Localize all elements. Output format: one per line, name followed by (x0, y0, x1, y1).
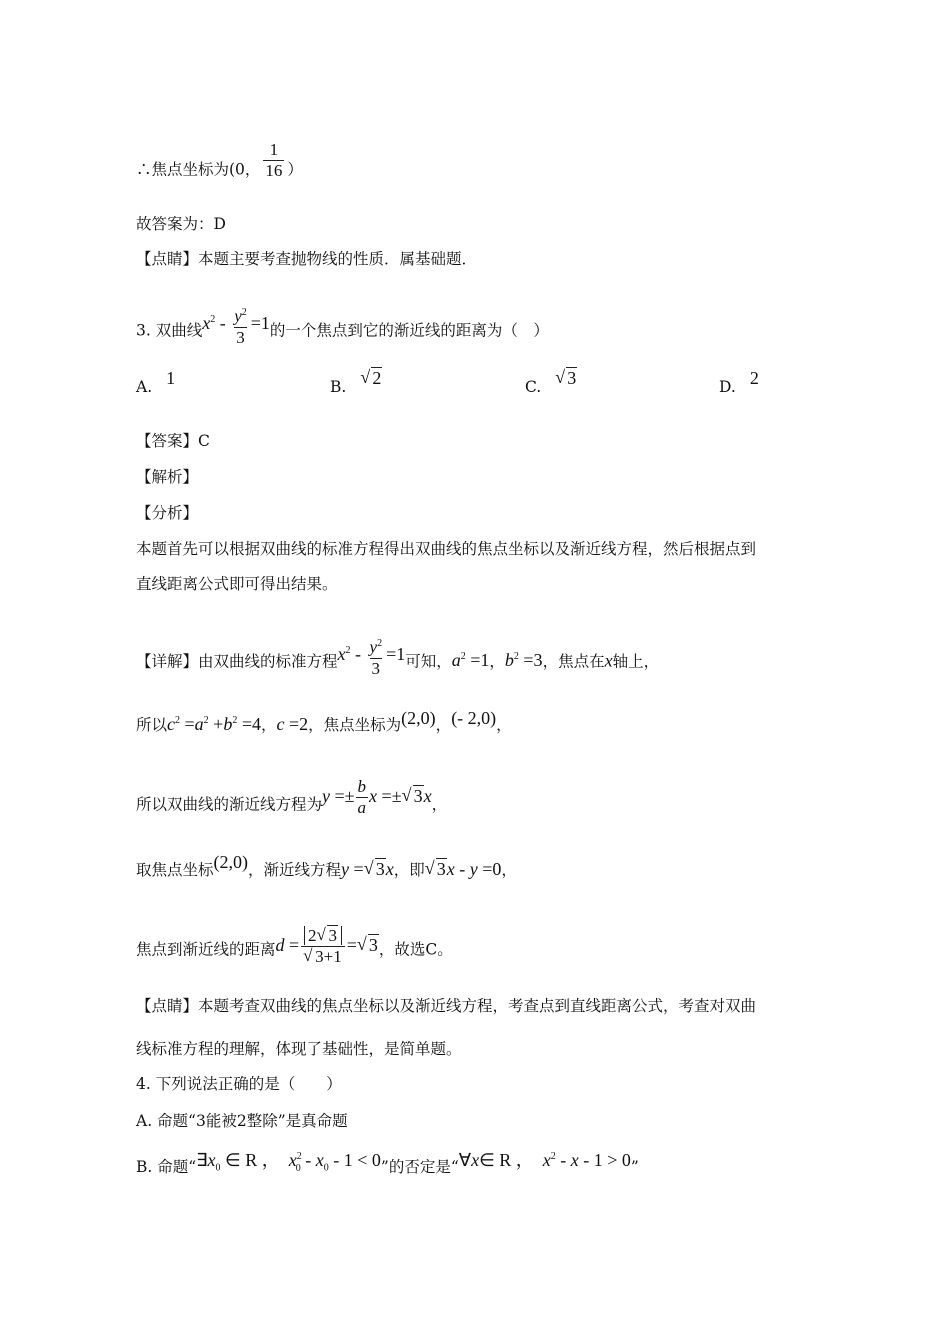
focus-coordinate-line: ∴焦点坐标为(0， $\frac{1}{16}$ ） (136, 140, 303, 180)
dianjing-2-paragraph-1: 【点睛】本题考查双曲线的焦点坐标以及渐近线方程，考查点到直线距离公式，考查对双曲 (136, 997, 757, 1015)
answer-d-line: 故答案为：D (136, 215, 226, 233)
distance-line: 焦点到渐近线的距离d = 2√ 3 √ 3+1 =√ 3，故选C。 (136, 930, 453, 971)
option-b: B.√ 2 (330, 375, 382, 398)
fenxi-label: 【分析】 (136, 504, 199, 522)
option-a: A. 1 (136, 368, 176, 396)
take-focus-line: 取焦点坐标(2,0)，渐近线方程y =√ 3x，即√ 3x - y =0， (136, 858, 517, 881)
xiangjie-line: 【详解】由双曲线的标准方程$x^2$ - $\frac{y^2}{3}$ =1可知，$a^2 =1$，$b^2 =3$，焦点在x轴上， (136, 637, 660, 678)
dianjing-line-1: 【点睛】本题主要考查抛物线的性质．属基础题． (136, 250, 478, 268)
c-value-line: 所以$c^2 =a^2 +b^2 =4$，c =2，焦点坐标为(2,0)，(- 2,0)， (136, 708, 512, 734)
question-4: 4. 下列说法正确的是（ ） (136, 1075, 342, 1093)
analysis-label: 【解析】 (136, 468, 199, 486)
asymptote-line: 所以双曲线的渐近线方程为y =± $\frac{b}{a}$ x =±√ 3x， (136, 785, 447, 826)
dianjing-2-paragraph-2: 线标准方程的理解，体现了基础性，是简单题。 (136, 1040, 462, 1058)
hyperbola-equation: $x^2$ - $\frac{y^2}{3}$ =1 (202, 306, 270, 347)
question-4-option-b: B. 命题“$\exists x_0$ ∈ R ， $x^2_0 - x_0 - 1 < 0$”的否定是“∀x∈ R ， $x^2 - x - 1 > 0$” (136, 1150, 639, 1176)
option-d: D. 2 (719, 368, 759, 396)
fenxi-paragraph-1: 本题首先可以根据双曲线的标准方程得出双曲线的焦点坐标以及渐近线方程，然后根据点到 (136, 540, 757, 558)
answer-label: 【答案】C (136, 432, 210, 450)
question-3: 3. 双曲线$x^2$ - $\frac{y^2}{3}$ =1的一个焦点到它的渐近线的距离为（ ） (136, 306, 549, 347)
fenxi-paragraph-2: 直线距离公式即可得出结果。 (136, 575, 338, 593)
fraction-1-16: $\frac{1}{16}$ (265, 140, 283, 180)
option-c: C.√ 3 (525, 375, 577, 398)
question-4-option-a: A. 命题“3能被2整除”是真命题 (136, 1112, 348, 1130)
